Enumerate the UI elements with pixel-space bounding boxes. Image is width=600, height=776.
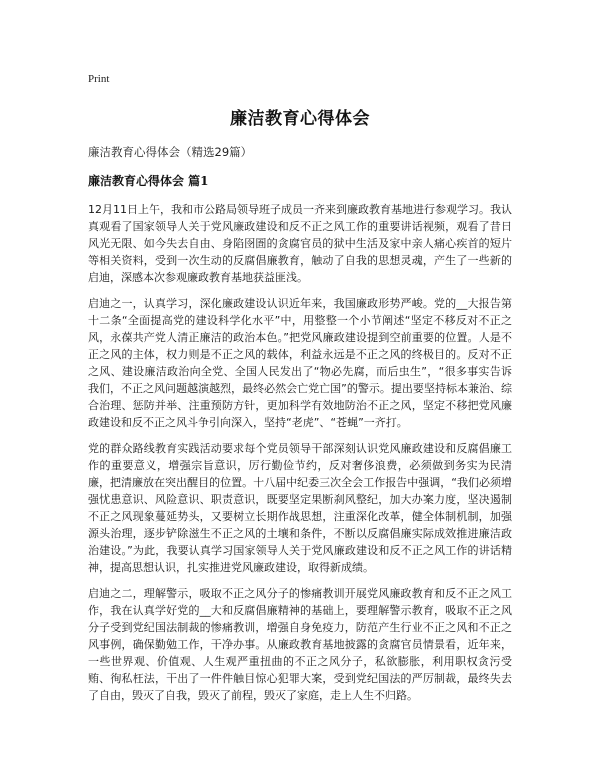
paragraph-2: 启迪之一，认真学习，深化廉政建设认识近年来，我国廉政形势严峻。党的__大报告第十二条“全面提高党的建设科学化水平”中，用整整一个小节阐述“坚定不移反对不正之风，永葆共产党人清正廉洁的政治本色。”把党风廉政建设提到空前重要的位置。人是不正之风的主体，权力则是不正之风的载体，利益永远是不正之风的终极目的。反对不正之风、建设廉洁政治向全党、全国人民发出了“物必先腐，而后虫生”，“很多事实告诉我们，不正之风问题越演越烈，最终必然会亡党亡国”的警示。提出要坚持标本兼治、综合治理、惩防并举、注重预防方针，更加科学有效地防治不正之风，坚定不移把党风廉政建设和反不正之风斗争引向深入，坚持“老虎”、“苍蝇”一齐打。 <box>88 297 512 429</box>
paragraph-3: 党的群众路线教育实践活动要求每个党员领导干部深刻认识党风廉政建设和反腐倡廉工作的重要意义，增强宗旨意识，厉行勤俭节约，反对奢侈浪费，必须做到务实为民清廉，把清廉放在突出醒目的位置。十八届中纪委三次全会工作报告中强调，“我们必须增强忧患意识、风险意识、职责意识，既要坚定果断刹风整纪，加大办案力度，坚决遏制不正之风现象蔓延势头，又要树立长期作战思想，注重深化改革，健全体制机制，加强源头治理，逐步铲除滋生不正之风的土壤和条件，不断以反腐倡廉实际成效推进廉洁政治建设。”为此，我要认真学习国家领导人关于党风廉政建设和反不正之风工作的讲话精神，提高思想认识，扎实推进党风廉政建设，取得新成绩。 <box>88 442 512 574</box>
document-title: 廉洁教育心得体会 <box>230 109 370 129</box>
paragraph-1: 12月11日上午，我和市公路局领导班子成员一齐来到廉政教育基地进行参观学习。我认真观看了国家领导人关于党风廉政建设和反不正之风工作的重要讲话视频，观看了昔日风光无限、如今失去自由、身陷囹圄的贪腐官员的狱中生活及家中亲人痛心疾首的短片等相关资料，受到一次生动的反腐倡廉教育，触动了自我的思想灵魂，产生了一些新的启迪，深感本次参观廉政教育基地获益匪浅。 <box>88 203 512 284</box>
section-heading: 廉洁教育心得体会 篇1 <box>88 174 209 188</box>
print-label: Print <box>88 73 110 85</box>
document-subtitle: 廉洁教育心得体会（精选29篇） <box>88 145 253 159</box>
paragraph-4: 启迪之二，理解警示，吸取不正之风分子的惨痛教训开展党风廉政教育和反不正之风工作，我在认真学好党的__大和反腐倡廉精神的基础上，要理解警示教育，吸取不正之风分子受到党纪国法制裁的惨痛教训，增强自身免疫力，防范产生行业不正之风和不正之风事例，确保勤勉工作，干净办事。从廉政教育基地披露的贪腐官员情景看，近年来，一些世界观、价值观、人生观严重扭曲的不正之风分子，私欲膨胀，利用职权贪污受贿、徇私枉法，干出了一件件触目惊心犯罪大案，受到党纪国法的严厉制裁，最终失去了自由，毁灭了自我，毁灭了前程，毁灭了家庭，走上人生不归路。 <box>88 587 512 702</box>
